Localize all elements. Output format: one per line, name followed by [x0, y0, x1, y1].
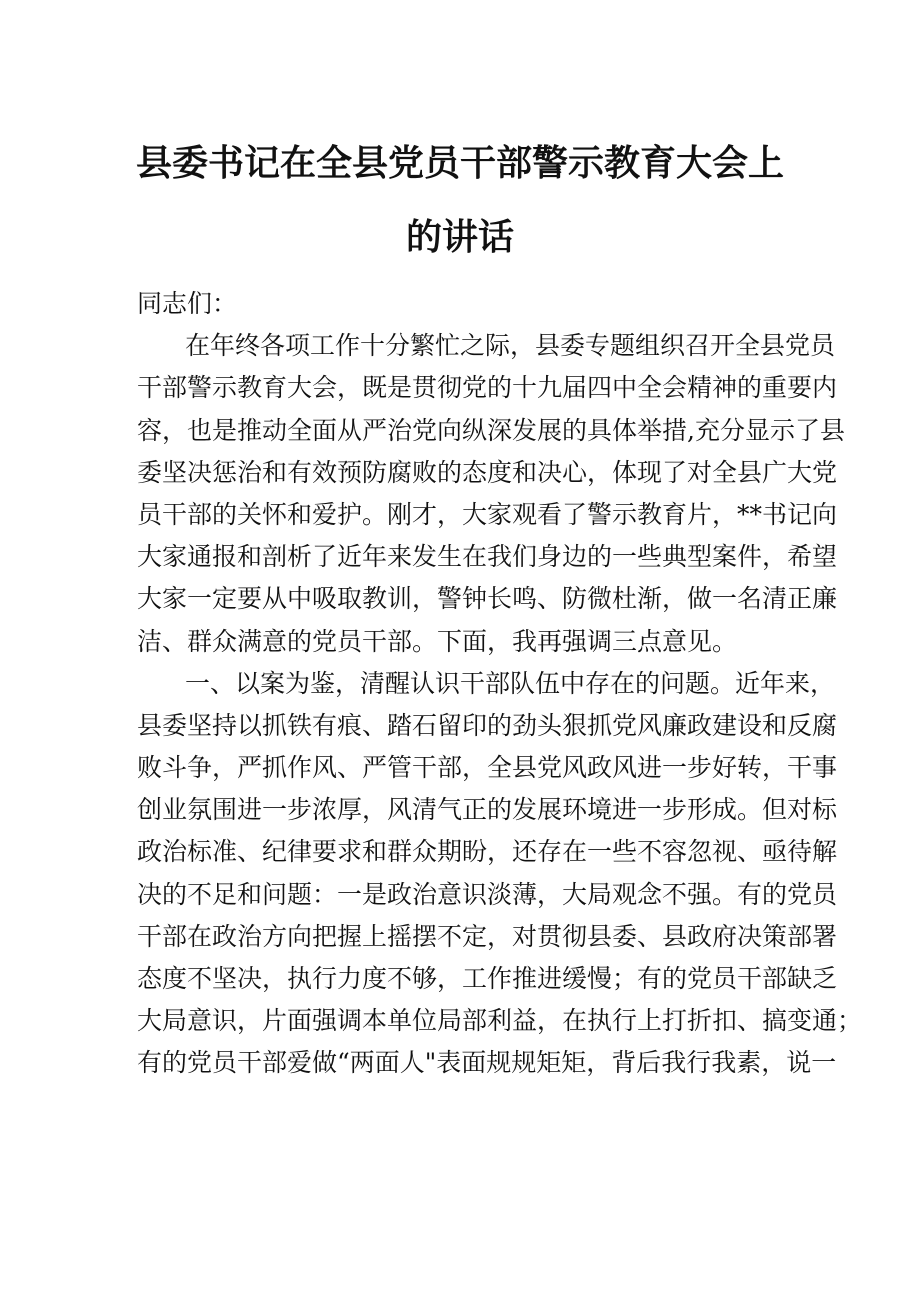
text-line: 一、以案为鉴，清醒认识干部队伍中存在的问题。近年来， [185, 668, 836, 698]
salutation: 同志们： [137, 289, 238, 318]
text-line: 在年终各项工作十分繁忙之际，县委专题组织召开全县党员 [185, 331, 836, 361]
text-line: 干部在政治方向把握上摇摆不定，对贯彻县委、县政府决策部署 [137, 921, 838, 951]
text-line: 委坚决惩治和有效预防腐败的态度和决心，体现了对全县广大党 [137, 457, 838, 487]
text-line: 大家通报和剖析了近年来发生在我们身边的一些典型案件，希望 [137, 542, 838, 572]
text-line: 容，也是推动全面从严治党向纵深发展的具体举措,充分显示了县 [137, 415, 845, 445]
text-line: 干部警示教育大会，既是贯彻党的十九届四中全会精神的重要内 [137, 373, 838, 403]
text-line: 决的不足和问题：一是政治意识淡薄，大局观念不强。有的党员 [137, 879, 838, 909]
text-line: 创业氛围进一步浓厚，风清气正的发展环境进一步形成。但对标 [137, 795, 838, 825]
text-line: 大家一定要从中吸取教训，警钟长鸣、防微杜渐，做一名清正廉 [137, 584, 838, 614]
text-line: 政治标准、纪律要求和群众期盼，还存在一些不容忽视、亟待解 [137, 837, 838, 867]
document-body [137, 283, 863, 1085]
text-line: 大局意识，片面强调本单位局部利益，在执行上打折扣、搞变通； [137, 1006, 863, 1036]
text-line: 县委坚持以抓铁有痕、踏石留印的劲头狠抓党风廉政建设和反腐 [137, 710, 838, 740]
text-line: 员干部的关怀和爱护。刚才，大家观看了警示教育片，**书记向 [137, 499, 838, 529]
text-line: 态度不坚决，执行力度不够，工作推进缓慢；有的党员干部缺乏 [137, 964, 838, 993]
text-line: 败斗争，严抓作风、严管干部，全县党风政风进一步好转，干事 [137, 753, 838, 783]
text-line: 洁、群众满意的党员干部。下面，我再强调三点意见。 [137, 626, 738, 656]
document-title-continued: 的讲话 [405, 217, 514, 258]
document-title: 县委书记在全县党员干部警示教育大会上 [135, 143, 784, 184]
text-line: 有的党员干部爱做“两面人"表面规规矩矩，背后我行我素，说一 [137, 1048, 837, 1078]
